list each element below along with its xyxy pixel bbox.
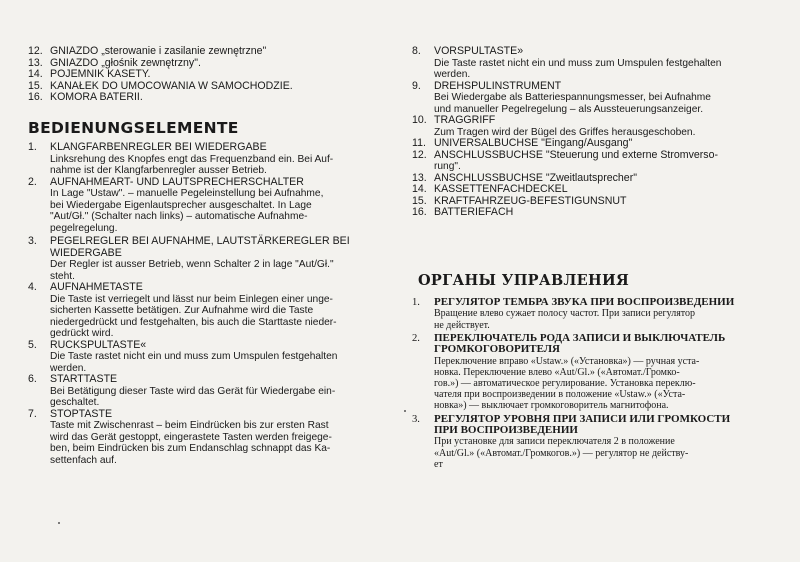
list-item: 12. GNIAZDO „sterowanie i zasilanie zewnętrzne" [28, 45, 267, 57]
list-item: 13. ANSCHLUSSBUCHSE "Zweitlautsprecher" [412, 171, 637, 184]
list-item: 1. KLANGFARBENREGLER BEI WIEDERGABE Linksrehung des Knopfes engt das Frequenzband ein. Bei Auf- nahme ist der Klangfarbenregler ausser Betrieb. [28, 141, 334, 176]
list-item: 16. BATTERIEFACH [412, 206, 514, 218]
list-item: 10. TRAGGRIFF Zum Tragen wird der Bügel des Griffes herausgeschoben. [412, 114, 696, 138]
list-item: 9. DREHSPULINSTRUMENT Bei Wiedergabe als Batteriespannungsmesser, bei Aufnahme und manueller Pegelregelung – als Aussteuerungsanzeiger. [412, 79, 711, 115]
list-item: 11. UNIVERSALBUCHSE "Eingang/Ausgang" [412, 137, 633, 149]
list-item: 1. РЕГУЛЯТОР ТЕМБРА ЗВУКА ПРИ ВОСПРОИЗВЕДЕНИИ Вращение влево сужает полосу частот. При записи регулятор не действует. [412, 296, 735, 331]
speck-mark [404, 410, 406, 412]
german-list [28, 142, 390, 466]
list-item: 13. GNIAZDO „głośnik zewnętrzny". [28, 56, 201, 69]
list-item: 8. VORSPULTASTE» Die Taste rastet nicht ein und muss zum Umspulen festgehalten werden. [412, 45, 722, 80]
list-item: 6. STARTTASTE Bei Betätigung dieser Taste wird das Gerät für Wiedergabe ein- geschaltet. [28, 373, 336, 408]
list-item: 3. РЕГУЛЯТОР УРОВНЯ ПРИ ЗАПИСИ ИЛИ ГРОМКОСТИ ПРИ ВОСПРОИЗВЕДЕНИИ При установке для записи переключателя 2 в положение «Aut/Gl.» («Автомат./Громкогов.») — регулятор не действу- ет [412, 412, 731, 470]
russian-heading: ОРГАНЫ УПРАВЛЕНИЯ [418, 272, 630, 289]
speck-mark [58, 522, 60, 524]
list-item: 2. AUFNAHMEART- UND LAUTSPRECHERSCHALTER In Lage "Ustaw". – manuelle Pegeleinstellung bei Aufnahme, bei Wiedergabe Eigenlautsprecher ausgeschaltet. In Lage "Aut/Gł." (Schalter nach links) – automatische Aufnahme- pegelregelung. [28, 175, 324, 234]
list-item: 3. PEGELREGLER BEI AUFNAHME, LAUTSTÄRKEREGLER BEI WIEDERGABE Der Regler ist ausser Betrieb, wenn Schalter 2 in lage "Aut/Gł." steht. [28, 235, 350, 282]
list-item: 4. AUFNAHMETASTE Die Taste ist verriegelt und lässt nur beim Einlegen einer unge- sicherten Kassette betätigen. Zur Aufnahme wird die Taste niedergedrückt und festgehalten, bis auch die Starttaste nieder- gedrückt wird. [28, 281, 337, 339]
list-item: 15. KRAFTFAHRZEUG-BEFESTIGUNSNUT [412, 194, 627, 207]
list-item: 7. STOPTASTE Taste mit Zwischenrast – beim Eindrücken bis zur ersten Rast wird das Gerät gestoppt, eingerastete Tasten werden freigege- ben, beim Eindrücken bis zum Endanschlag schnappt das Ka- settenfach auf. [28, 407, 332, 466]
list-item: 15. KANAŁEK DO UMOCOWANIA W SAMOCHODZIE. [28, 79, 293, 92]
polish-list [28, 46, 390, 104]
list-item: 14. KASSETTENFACHDECKEL [412, 183, 568, 195]
german-heading: BEDIENUNGSELEMENTE [28, 119, 239, 137]
list-item: 16. KOMORA BATERII. [28, 91, 143, 103]
list-item: 12. ANSCHLUSSBUCHSE "Steuerung und externe Stromverso- rung". [412, 148, 719, 172]
russian-list [412, 297, 782, 470]
list-item: 5. RUCKSPULTASTE« Die Taste rastet nicht ein und muss zum Umspulen festgehalten werden. [28, 338, 338, 374]
german-list-continued [412, 46, 782, 219]
list-item: 2. ПЕРЕКЛЮЧАТЕЛЬ РОДА ЗАПИСИ И ВЫКЛЮЧАТЕЛЬ ГРОМКОГОВОРИТЕЛЯ Переключение вправо «Ustaw.» («Установка») — ручная уста- новка. Переключение влево «Aut/Gl.» («Автомат./Громко- гов.») — автоматическое регулирование. Установка переклю- чателя при воспроизведении в положение «Ustaw.» («Уста- новка») — выключает громкоговоритель магнитофона. [412, 331, 726, 412]
list-item: 14. POJEMNIK KASETY. [28, 68, 151, 80]
